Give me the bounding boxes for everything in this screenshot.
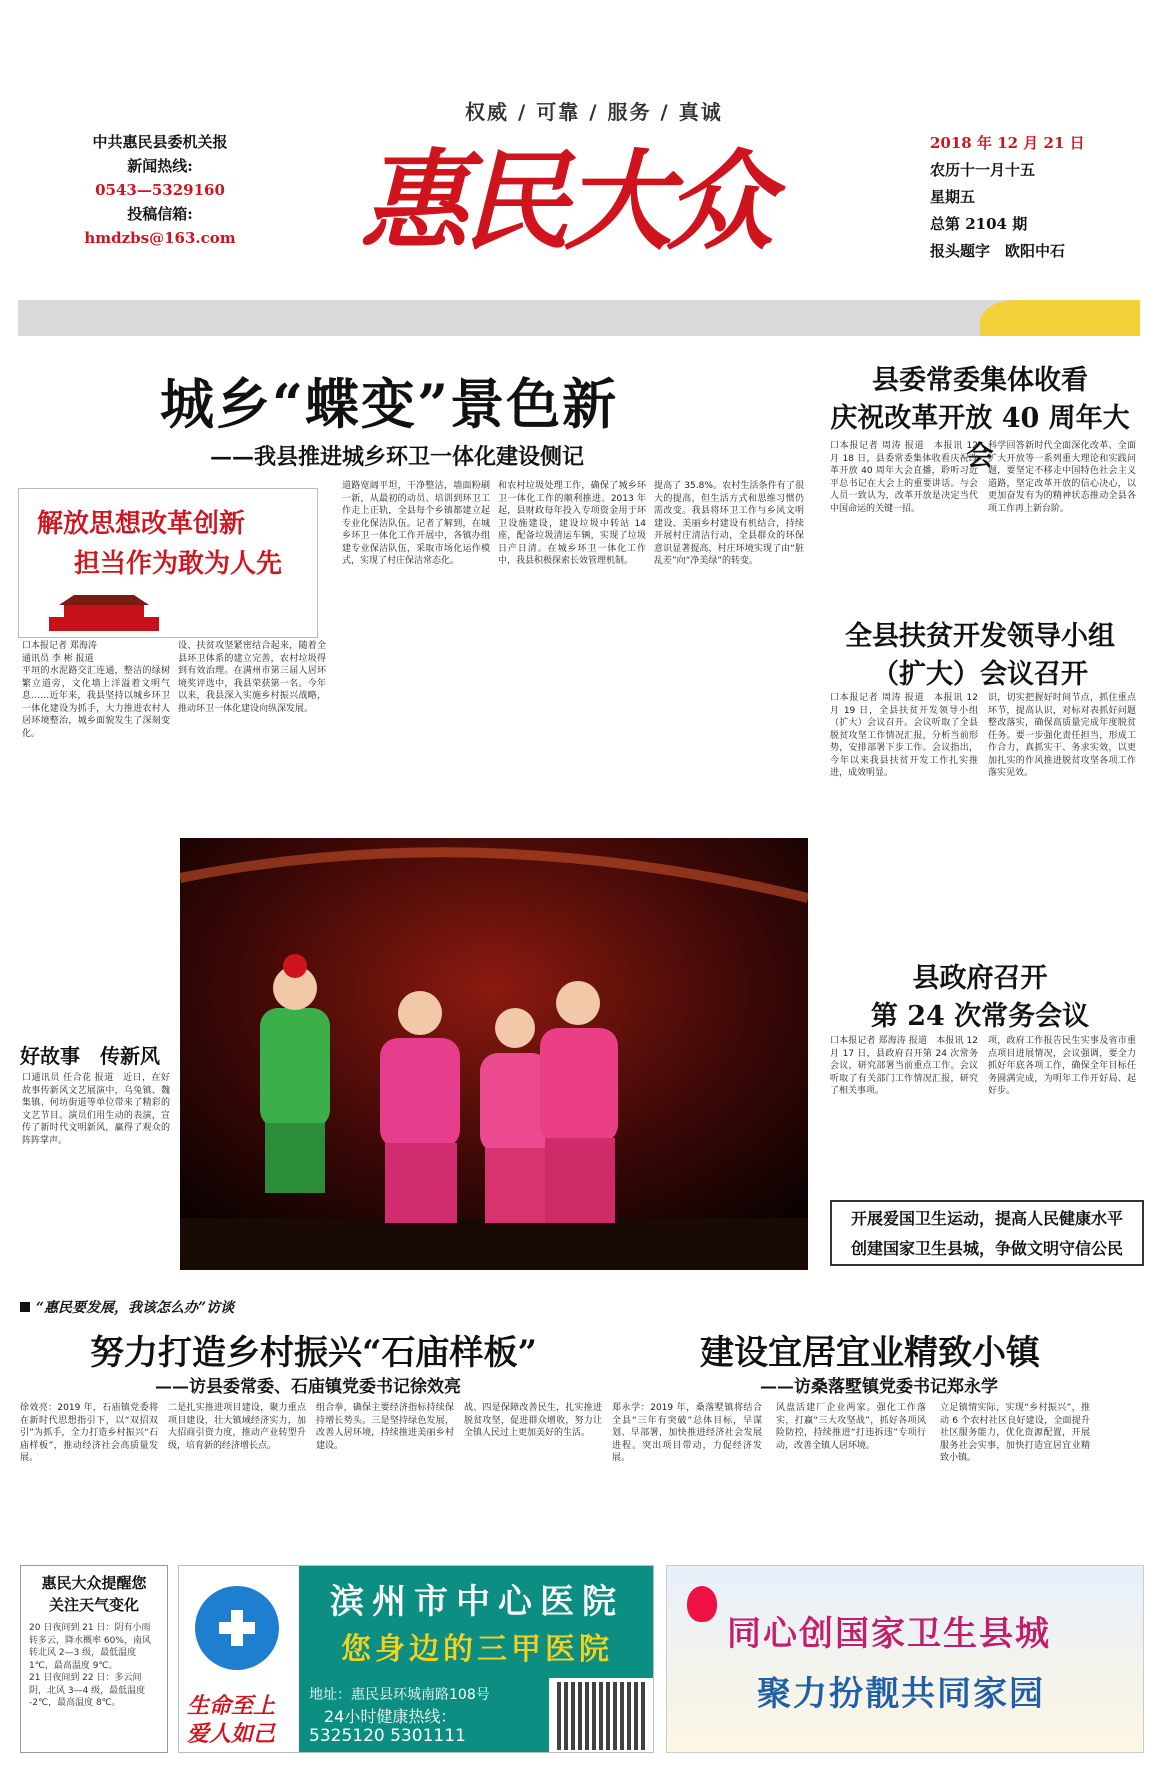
hospital-phone: 5325120 5301111 bbox=[309, 1726, 466, 1746]
slogan-banner bbox=[18, 488, 318, 638]
masthead-right-info bbox=[930, 130, 1130, 265]
performance-photo bbox=[180, 838, 808, 1270]
issue-date: 2018 年 12 月 21 日 bbox=[930, 134, 1085, 152]
hotline-label: 新闻热线: bbox=[127, 157, 193, 175]
interview2-subtitle: ——访桑落墅镇党委书记郑永学 bbox=[760, 1377, 998, 1397]
tiananmen-icon bbox=[39, 589, 169, 633]
lead-column-4: 和农村垃圾处理工作，确保了城乡环卫一体化工作的顺利推进。2013 年起，县财政每年投入专项资金用于环卫设施建设，建设垃圾中转站 14 座，配备垃圾清运车辆，实现了垃圾日产日清。在城乡环卫一体化工作中，我县积极探索长效管理机制。 bbox=[498, 481, 646, 566]
hotline-number: 0543—5329160 bbox=[95, 181, 225, 199]
interview-series-label: “惠民要发展，我该怎么办”访谈 bbox=[36, 1300, 235, 1316]
right-story1-col1: 口本报记者 周涛 报道 本报讯 12 月 18 日，县委常委集体收看庆祝改革开放 40 周年大会直播，聆听习近平总书记在大会上的重要讲话。与会人员一致认为，改革开放是决定当代中国命运的关键一招。 bbox=[830, 441, 978, 514]
calligraphy-credit: 报头题字 欧阳中石 bbox=[930, 242, 1066, 260]
interview1-col4: 战、四是保障改善民生，扎实推进脱贫攻坚，促进群众增收，努力让全镇人民过上更加美好的生活。 bbox=[464, 1403, 602, 1438]
right-story1-col2: 科学回答新时代全面深化改革、全面扩大开放等一系列重大理论和实践问题，要坚定不移走中国特色社会主义道路，坚定改革开放的信心决心，以更加奋发有为的精神状态推动全县各项工作再上新台阶。 bbox=[988, 441, 1136, 514]
interview2-headline: 建设宜居宜业精致小镇 bbox=[700, 1333, 1040, 1373]
weather-title: 惠民大众提醒您 关注天气变化 bbox=[41, 1574, 147, 1614]
right-headline-1: 县委常委集体收看 庆祝改革开放 40 周年大会 bbox=[830, 365, 1130, 472]
right-headline-2: 全县扶贫开发领导小组 （扩大）会议召开 bbox=[845, 621, 1115, 690]
right-story3-col2: 项，政府工作报告民生实事及省市重点项目进展情况，会议强调，要全力抓好年底各项工作，确保全年目标任务圆满完成，为明年工作开好局、起好步。 bbox=[988, 1036, 1136, 1096]
lead-column-2: 设、扶贫攻坚紧密结合起来，随着全县环卫体系的建立完善，农村垃圾得到有效治理。在满州市第三届人居环境奖评选中，我县荣获第一名。今年以来，我县深入实施乡村振兴战略，推动环卫一体化建设向纵深发展。 bbox=[178, 641, 326, 714]
right-story2-col2: 识，切实把握好时间节点，抓住重点环节，提高认识，对标对表抓好问题整改落实，确保高质量完成年度脱贫任务。要一步强化责任担当，形成工作合力，真抓实干、务求实效，以更加扎实的作风推进脱贫攻坚各项工作落实见效。 bbox=[988, 693, 1136, 778]
banner-line2: 担当作为敢为人先 bbox=[74, 549, 283, 579]
health-county-ad bbox=[666, 1565, 1144, 1753]
boxed-slogan-line2: 创建国家卫生县城，争做文明守信公民 bbox=[850, 1239, 1123, 1258]
interview-series-tag bbox=[20, 1297, 234, 1317]
weather-notice bbox=[20, 1565, 168, 1753]
interview1-headline: 努力打造乡村振兴“石庙样板” bbox=[90, 1333, 538, 1373]
photo-story-text: 口通讯员 任合花 报道 近日，在好故事传新风文艺展演中，乌兔镇、魏集镇、何坊街道等单位带来了精彩的文艺节目。演员们用生动的表演，宣传了新时代文明新风，赢得了观众的阵阵掌声。 bbox=[22, 1073, 170, 1146]
masthead-brand bbox=[360, 132, 800, 272]
hospital-address: 地址：惠民县环城南路108号 bbox=[309, 1687, 490, 1703]
health-ad-line2: 聚力扮靓共同家园 bbox=[757, 1674, 1045, 1714]
hospital-ad bbox=[178, 1565, 654, 1753]
balloon-icon bbox=[687, 1586, 717, 1622]
weather-text: 20 日夜间到 21 日：阴有小雨转多云，降水概率 60%，南风转北风 2—3 级，最低温度 1℃，最高温度 9℃。 21 日夜间到 22 日：多云间阴，北风 3—4 级，最低温度 -2℃，最高温度 8℃。 bbox=[29, 1623, 151, 1708]
band-yellow-shape bbox=[980, 300, 1140, 336]
email-label: 投稿信箱: bbox=[127, 205, 193, 223]
lead-column-3: 道路宽阔平坦，干净整洁，墙面粉刷一新，从最初的动员、培训到环卫工作走上正轨，全县每个乡镇都建立起专业化保洁队伍。记者了解到，在城乡环卫一体化工作开展中，各镇办组建专业保洁队伍，采取市场化运作模式，实现了村庄保洁常态化。 bbox=[342, 481, 490, 566]
interview1-col2: 二是扎实推进项目建设，聚力重点项目建设，壮大镇域经济实力，加大招商引资力度，推动产业转型升级，培育新的经济增长点。 bbox=[168, 1403, 306, 1451]
hospital-name: 滨州市中心医院 bbox=[330, 1582, 624, 1622]
right-headline-3: 县政府召开 第 24 次常务会议 bbox=[870, 963, 1090, 1032]
masthead-left-info bbox=[60, 130, 260, 250]
interview2-col3: 立足镇情实际，实现“乡村振兴”，推动 6 个农村社区良好建设，全面提升社区服务能力，优化资源配置，开展服务社会实事，加快打造宜居宜业精致小镇。 bbox=[940, 1403, 1090, 1463]
lead-subtitle: ——我县推进城乡环卫一体化建设侧记 bbox=[210, 444, 585, 470]
banner-line1: 解放思想改革创新 bbox=[37, 509, 246, 539]
interview2-col2: 风盘活建厂企业两家。强化工作落实，打赢“三大攻坚战”，抓好各项风险防控，持续推进“打违拆违”专项行动，改善全镇人居环境。 bbox=[776, 1403, 926, 1451]
interview1-subtitle: ——访县委常委、石庙镇党委书记徐效亮 bbox=[155, 1377, 461, 1397]
photo-story-title: 好故事 传新风 bbox=[20, 1044, 160, 1068]
masthead-slogan: 权威 / 可靠 / 服务 / 真诚 bbox=[465, 100, 723, 124]
weekday: 星期五 bbox=[930, 188, 976, 206]
hospital-hotline-label: 24小时健康热线： bbox=[324, 1707, 457, 1726]
lead-headline: 城乡“蝶变”景色新 bbox=[160, 372, 619, 436]
health-ad-line1: 同心创国家卫生县城 bbox=[727, 1614, 1051, 1654]
brand-logo-text: 惠民大众 bbox=[360, 139, 769, 265]
interview1-col1: 徐效亮：2019 年，石庙镇党委将在新时代思想指引下，以“双招双引”为抓手，全力打造乡村振兴“石庙样板”，推动经济社会高质量发展。 bbox=[20, 1403, 158, 1463]
boxed-slogan-line1: 开展爱国卫生运动，提高人民健康水平 bbox=[850, 1209, 1123, 1228]
interview2-col1: 郑永学：2019 年，桑落墅镇将结合全县“三年有突破”总体目标，早谋划、早部署，加快推进经济社会发展进程。突出项目带动，力促经济发展。 bbox=[612, 1403, 762, 1463]
lead-byline-column: 口本报记者 郑海涛 通讯员 李 彬 报道 平垣的水泥路交汇连通，整洁的绿树繁立道旁，文化墙上洋溢着文明气息……近年来，我县坚持以城乡环卫一体化建设为抓手，大力推进农村人居环境整治，城乡面貌发生了深刻变化。 bbox=[22, 641, 170, 739]
lead-column-5: 提高了 35.8%。农村生活条件有了很大的提高，但生活方式和思维习惯仍需改变。我县将环卫工作与乡风文明建设、美丽乡村建设有机结合，持续开展村庄清洁行动，全县群众的环保意识显著提高，村庄环境实现了由“脏乱差”向“净美绿”的转变。 bbox=[654, 481, 804, 566]
right-story3-col1: 口本报记者 郑海涛 报道 本报讯 12 月 17 日，县政府召开第 24 次常务会议，研究部署当前重点工作。会议听取了有关部门工作情况汇报，研究了相关事项。 bbox=[830, 1036, 978, 1096]
lead-byline: 口本报记者 郑海涛 通讯员 李 彬 报道 bbox=[22, 641, 97, 664]
hospital-slogan: 您身边的三甲医院 bbox=[341, 1632, 613, 1667]
qr-code-icon bbox=[557, 1682, 647, 1750]
square-bullet-icon bbox=[20, 1302, 30, 1312]
interview1-col3: 组合拳，确保主要经济指标持续保持增长势头。三是坚持绿色发展，改善人居环境，持续推进美丽乡村建设。 bbox=[316, 1403, 454, 1451]
medical-cross-icon bbox=[217, 1608, 257, 1648]
right-story2-col1: 口本报记者 周涛 报道 本报讯 12 月 19 日，全县扶贫开发领导小组（扩大）会议召开。会议听取了全县脱贫攻坚工作情况汇报，分析当前形势，安排部署下步工作。会议指出，今年以来我县扶贫开发工作扎实推进，成效明显。 bbox=[830, 693, 978, 778]
issue-number: 总第 2104 期 bbox=[930, 215, 1028, 233]
lunar-date: 农历十一月十五 bbox=[930, 161, 1036, 179]
boxed-slogan bbox=[830, 1200, 1144, 1266]
hospital-motto: 生命至上 爱人如己 bbox=[187, 1693, 276, 1747]
publisher: 中共惠民县委机关报 bbox=[92, 133, 228, 151]
masthead-band bbox=[18, 300, 1140, 336]
email-address: hmdzbs@163.com bbox=[84, 229, 236, 247]
